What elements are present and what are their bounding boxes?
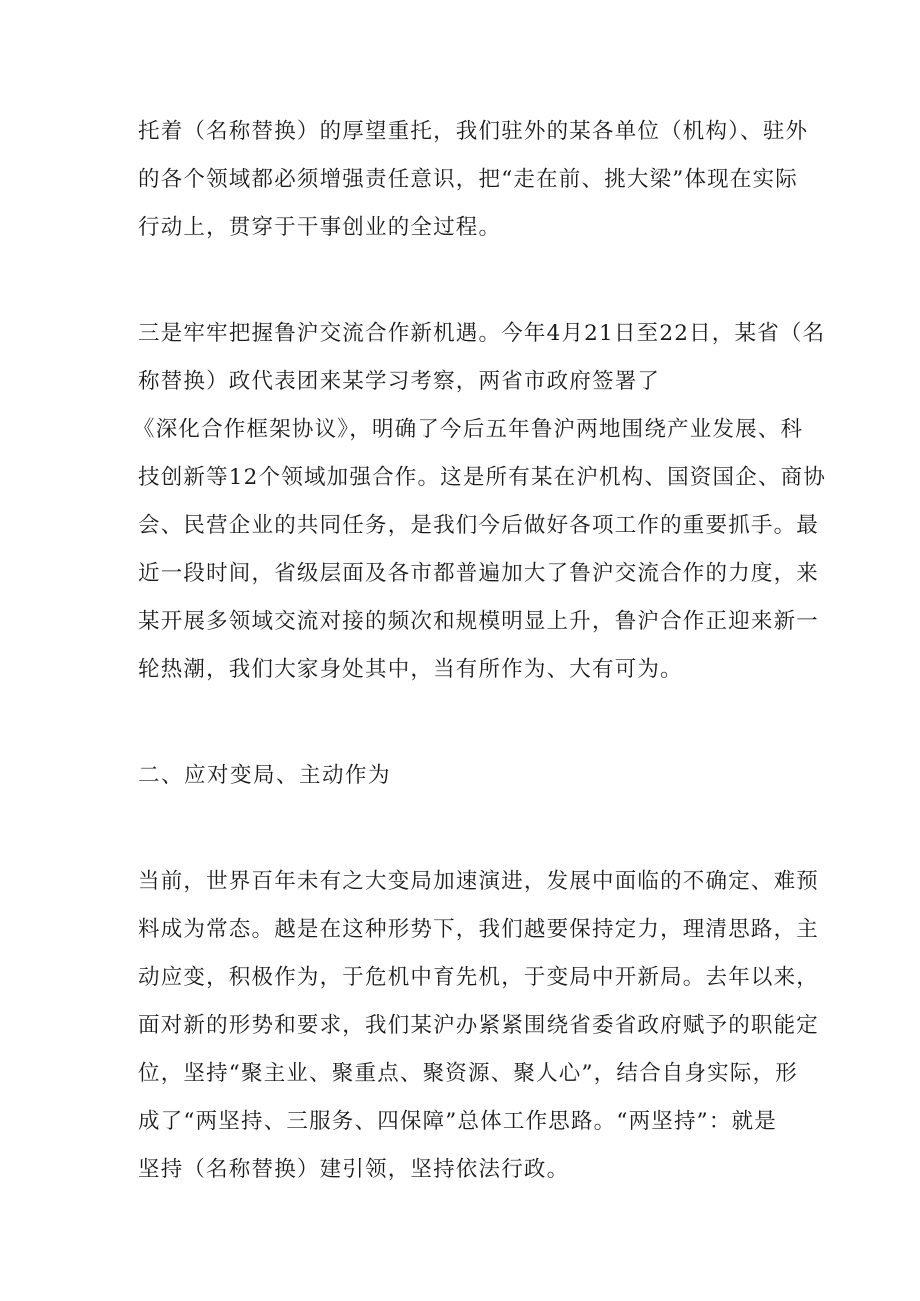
text-line: 技创新等12个领域加强合作。这是所有某在沪机构、国资国企、商协 bbox=[138, 465, 827, 490]
text-line: 位，坚持“聚主业、聚重点、聚资源、聚人心”，结合自身实际，形 bbox=[138, 1061, 798, 1086]
text-line: 会、民营企业的共同任务，是我们今后做好各项工作的重要抓手。最 bbox=[138, 513, 820, 538]
text-line: 面对新的形势和要求，我们某沪办紧紧围绕省委省政府赋予的职能定 bbox=[138, 1013, 820, 1038]
text-line: 的各个领域都必须增强责任意识，把“走在前、挑大梁”体现在实际 bbox=[138, 167, 798, 192]
text-line: 成了“两坚持、三服务、四保障”总体工作思路。“两坚持”：就是 bbox=[138, 1109, 777, 1134]
text-line: 料成为常态。越是在这种形势下，我们越要保持定力，理清思路，主 bbox=[138, 917, 820, 942]
text-line: 坚持（名称替换）建引领，坚持依法行政。 bbox=[138, 1157, 570, 1182]
text-line: 称替换）政代表团来某学习考察，两省市政府签署了 bbox=[138, 369, 661, 394]
text-line: 动应变，积极作为，于危机中育先机，于变局中开新局。去年以来， bbox=[138, 965, 820, 990]
section-heading: 二、应对变局、主动作为 bbox=[138, 763, 392, 788]
text-line: 行动上，贯穿于干事创业的全过程。 bbox=[138, 215, 502, 240]
text-line: 近一段时间，省级层面及各市都普遍加大了鲁沪交流合作的力度，来 bbox=[138, 561, 820, 586]
text-line: 轮热潮，我们大家身处其中，当有所作为、大有可为。 bbox=[138, 657, 683, 682]
text-line: 《深化合作框架协议》，明确了今后五年鲁沪两地围绕产业发展、科 bbox=[133, 417, 804, 442]
text-line: 某开展多领域交流对接的频次和规模明显上升，鲁沪合作正迎来新一 bbox=[138, 609, 820, 634]
text-line: 三是牢牢把握鲁沪交流合作新机遇。今年4月21日至22日，某省（名 bbox=[138, 321, 826, 346]
text-line: 当前，世界百年未有之大变局加速演进，发展中面临的不确定、难预 bbox=[138, 869, 820, 894]
text-line: 托着（名称替换）的厚望重托，我们驻外的某各单位（机构）、驻外 bbox=[138, 119, 809, 144]
